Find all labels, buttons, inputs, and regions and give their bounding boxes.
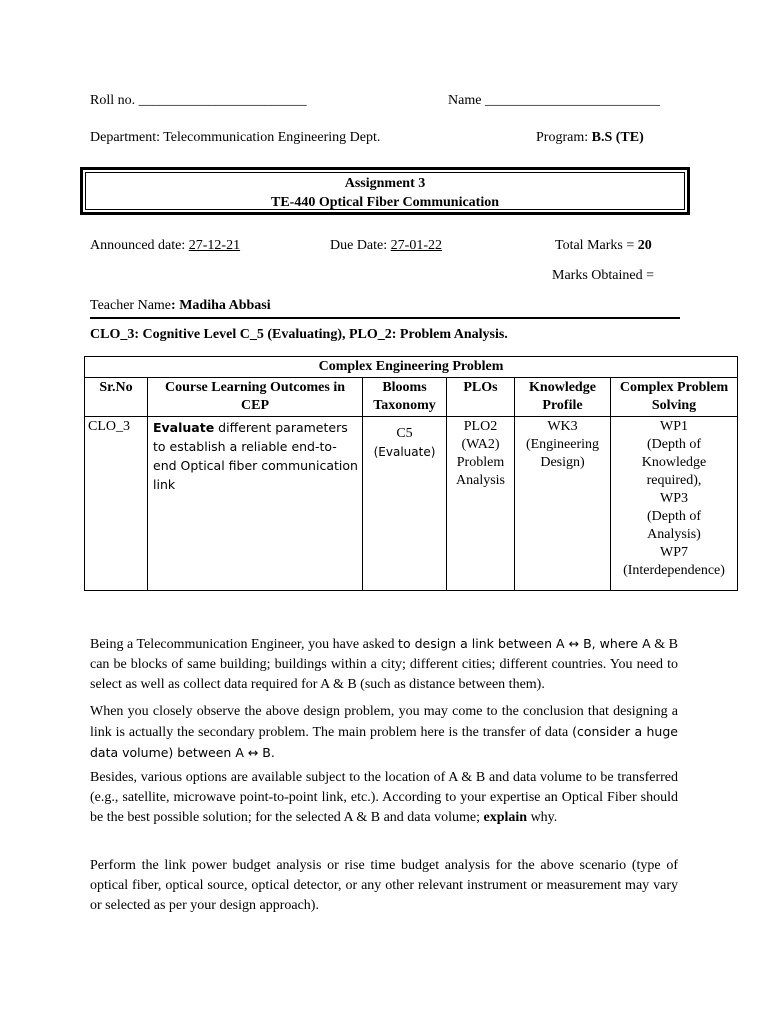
- column-header: Knowledge Profile: [515, 378, 611, 417]
- complex-line: Knowledge: [641, 455, 707, 470]
- roll-blank: ________________________: [138, 93, 307, 108]
- paragraph-3-text: Besides, various options are available subject to the location of A & B and data volume to be transferred (e.g., satellite, microwave point-to-point link, etc.). According to your expertise an Optical Fiber should be the best possible solution; for the selected A & B and data volume;: [90, 770, 678, 825]
- roll-number-field: [90, 93, 307, 109]
- complex-line: required),: [646, 473, 702, 488]
- plo-line: (WA2): [461, 437, 500, 452]
- table-row: [85, 417, 738, 591]
- cell-complex: [611, 417, 738, 591]
- complex-line: WP1: [660, 419, 689, 434]
- divider-line: [90, 317, 680, 319]
- due-value: 27-01-22: [390, 238, 442, 253]
- roll-label: Roll no.: [90, 93, 136, 108]
- plo-line: PLO2: [463, 419, 498, 434]
- complex-line: (Interdependence): [623, 563, 725, 578]
- total-marks-value: 20: [637, 238, 652, 253]
- paragraph-3-emphasis: explain: [483, 810, 528, 825]
- assignment-number: Assignment 3: [344, 176, 426, 191]
- paragraph-2: [90, 702, 678, 764]
- paragraph-2-highlight: (consider a huge data volume) between A ↔ B.: [90, 724, 678, 760]
- cell-blooms: [363, 417, 447, 591]
- table-header-row: [85, 378, 738, 417]
- complex-line: (Depth of: [646, 437, 702, 452]
- cell-srno: CLO_3: [85, 417, 148, 591]
- paragraph-2-text: When you closely observe the above design problem, you may come to the conclusion that designing a link is actually the secondary problem. The main problem here is the transfer of data: [90, 704, 678, 740]
- plo-line: Problem: [456, 455, 505, 470]
- paragraph-3: [90, 768, 678, 828]
- assignment-title-box: [80, 167, 690, 215]
- column-header: Course Learning Outcomes in CEP: [148, 378, 363, 417]
- cell-knowledge: [515, 417, 611, 591]
- paragraph-1-highlight: to design a link between A ↔ B, where A: [398, 636, 651, 651]
- due-date: [330, 238, 442, 254]
- name-label: Name: [448, 93, 482, 108]
- knowledge-line: Design): [540, 455, 585, 470]
- paragraph-4: Perform the link power budget analysis or rise time budget analysis for the above scenario (type of optical fiber, optical source, optical detector, or any other relevant instrument or measurement may vary or selected as per your design approach).: [90, 858, 678, 913]
- cep-table: [84, 356, 738, 591]
- total-marks-label: Total Marks =: [555, 238, 635, 253]
- table-caption: Complex Engineering Problem: [85, 357, 738, 378]
- department-text: Department: Telecommunication Engineering Dept.: [90, 130, 381, 145]
- name-blank: _________________________: [484, 93, 660, 108]
- name-field: [448, 93, 660, 109]
- complex-line: Analysis): [647, 527, 701, 542]
- teacher-value: : Madiha Abbasi: [171, 298, 271, 313]
- announced-value: 27-12-21: [188, 238, 241, 253]
- clo-verb: Evaluate: [153, 420, 215, 435]
- complex-line: WP7: [660, 545, 689, 560]
- program-field: [536, 130, 644, 146]
- program-value: B.S (TE): [591, 130, 644, 145]
- blooms-name: (Evaluate): [373, 445, 436, 459]
- course-title: TE-440 Optical Fiber Communication: [270, 195, 500, 210]
- column-header: Blooms Taxonomy: [363, 378, 447, 417]
- complex-line: WP3: [660, 491, 689, 506]
- paragraph-1: [90, 634, 678, 695]
- paragraph-3-rest: why.: [527, 810, 558, 825]
- table-caption-row: [85, 357, 738, 378]
- announced-label: Announced date:: [90, 238, 186, 253]
- cell-plos: [447, 417, 515, 591]
- due-label: Due Date:: [330, 238, 388, 253]
- clo-line: CLO_3: Cognitive Level C_5 (Evaluating), PLO_2: Problem Analysis.: [90, 327, 508, 342]
- total-marks: [555, 238, 652, 254]
- assignment-title-inner: [85, 172, 685, 210]
- teacher-name: [90, 298, 271, 314]
- paragraph-1-rest: & B can be blocks of same building; buildings within a city; different cities; different countries. You need to select as well as collect data required for A & B (such as distance between them).: [90, 637, 678, 692]
- plo-line: Analysis: [456, 473, 505, 488]
- complex-line: (Depth of: [646, 509, 702, 524]
- clo-text: different parameters to establish a reliable end-to-end Optical fiber communication link: [153, 420, 358, 492]
- announced-date: [90, 238, 240, 254]
- knowledge-line: WK3: [547, 419, 578, 434]
- marks-obtained: Marks Obtained =: [552, 268, 654, 283]
- blooms-level: C5: [396, 426, 413, 441]
- teacher-label: Teacher Name: [90, 298, 172, 313]
- program-label: Program:: [536, 130, 589, 145]
- column-header: PLOs: [447, 378, 515, 417]
- column-header: Complex Problem Solving: [611, 378, 738, 417]
- column-header: Sr.No: [85, 378, 148, 417]
- paragraph-1-text: Being a Telecommunication Engineer, you have asked: [90, 637, 399, 652]
- cell-clo: [148, 417, 363, 591]
- knowledge-line: (Engineering: [525, 437, 600, 452]
